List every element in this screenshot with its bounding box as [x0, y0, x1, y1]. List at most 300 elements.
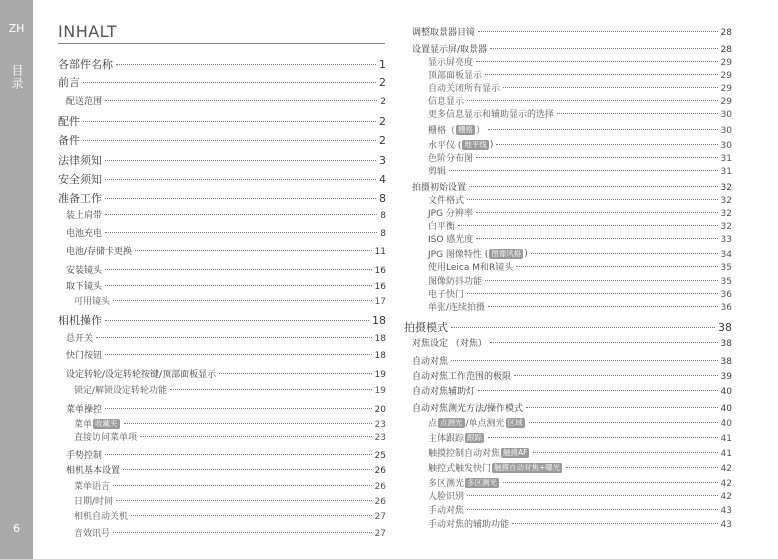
toc-page-number: 31 [720, 154, 732, 164]
dot-leader [458, 225, 718, 226]
toc-entry-text: 自动关闭所有显示 [428, 84, 501, 94]
toc-page-number: 16 [374, 282, 386, 292]
toc-page-number: 26 [374, 466, 386, 476]
dot-leader [105, 269, 372, 270]
toc-entry-text: 电子快门 [428, 290, 465, 300]
toc-page-number: 1 [379, 58, 386, 71]
toc-entry-title [404, 319, 448, 335]
toc-entry[interactable] [428, 138, 732, 151]
toc-entry[interactable] [58, 56, 386, 72]
menu-badge: 收藏夹 [95, 418, 118, 428]
toc-entry-title [428, 107, 554, 120]
toc-entry-text: 自动对焦测光方法/操作模式 [412, 404, 524, 414]
toc-entry-title [428, 446, 530, 459]
toc-entry-text: 准备工作 [58, 192, 102, 205]
toc-entry[interactable] [74, 294, 386, 307]
page-title: INHALT [58, 22, 118, 41]
dot-leader [451, 327, 715, 328]
dot-leader [478, 390, 718, 391]
toc-page-number: 2 [380, 97, 386, 107]
toc-entry-title [66, 263, 102, 276]
toc-entry-text: 直接访问菜单项 [74, 433, 138, 443]
toc-entry-title [428, 123, 485, 136]
toc-entry[interactable] [74, 479, 386, 492]
toc-entry-text: 锁定/解锁设定转轮功能 [74, 386, 168, 396]
toc-entry-title [74, 509, 128, 522]
toc-page-number: 42 [720, 492, 732, 502]
dot-leader [83, 140, 376, 141]
dot-leader [105, 320, 369, 321]
toc-entry-title [58, 113, 80, 129]
toc-entry-text: 前言 [58, 76, 80, 89]
toc-page-number: 29 [720, 58, 732, 68]
toc-page-number: 2 [379, 115, 386, 128]
toc-entry-text: 显示屏亮度 [428, 58, 474, 68]
dot-leader [131, 515, 372, 516]
toc-entry[interactable] [74, 509, 386, 522]
toc-entry[interactable] [412, 354, 732, 367]
toc-page-number: 11 [374, 247, 386, 257]
toc-entry[interactable] [66, 463, 386, 476]
toc-entry-text: 拍摄初始设置 [412, 183, 467, 193]
dot-leader [503, 87, 718, 88]
toc-page-number: 35 [720, 263, 732, 273]
toc-entry[interactable] [66, 367, 386, 380]
toc-page-number: 18 [372, 314, 386, 327]
dot-leader [113, 532, 372, 533]
dot-leader [124, 423, 372, 424]
toc-entry-title [58, 74, 80, 90]
dot-leader [105, 179, 376, 180]
toc-entry[interactable] [428, 489, 732, 502]
toc-entry[interactable] [412, 401, 732, 414]
toc-entry[interactable] [428, 274, 732, 287]
toc-entry-text: 白平衡 [428, 222, 456, 232]
dot-leader [557, 113, 718, 114]
toc-entry-text: 菜单语言 [74, 482, 111, 492]
toc-entry-text: 可用镜头 [74, 297, 111, 307]
toc-page-number: 35 [720, 277, 732, 287]
toc-page-number: 16 [374, 266, 386, 276]
toc-entry-text: 手动对焦的辅助功能 [428, 520, 510, 530]
toc-entry-title [412, 401, 523, 414]
toc-entry[interactable] [58, 132, 386, 148]
toc-entry[interactable] [58, 152, 386, 168]
toc-entry[interactable] [412, 180, 732, 193]
toc-page-number: 40 [720, 387, 732, 397]
toc-entry-title [428, 55, 473, 68]
toc-entry-text: 设定转轮/设定转轮按键/顶部面板显示 [66, 370, 217, 380]
toc-entry[interactable] [412, 336, 732, 349]
dot-leader [488, 306, 718, 307]
toc-entry-title [428, 517, 509, 530]
toc-entry-text: 色阶分布图 [428, 154, 474, 164]
dot-leader [516, 266, 717, 267]
dot-leader [105, 100, 377, 101]
toc-entry[interactable] [66, 244, 386, 257]
toc-entry-title [428, 232, 473, 245]
toc-entry[interactable] [428, 107, 732, 120]
toc-page-number: 23 [374, 420, 386, 430]
toc-entry[interactable] [66, 331, 386, 344]
dot-leader [123, 469, 372, 470]
toc-page-number: 32 [720, 196, 732, 206]
dot-leader [485, 280, 718, 281]
toc-entry[interactable] [404, 319, 732, 335]
toc-entry[interactable] [428, 503, 732, 516]
toc-entry[interactable] [428, 431, 732, 444]
toc-entry[interactable] [428, 260, 732, 273]
toc-entry-title [74, 479, 110, 492]
dot-leader [476, 61, 718, 62]
toc-entry[interactable] [74, 417, 386, 430]
toc-page-number: 18 [374, 351, 386, 361]
toc-entry[interactable] [66, 279, 386, 292]
toc-entry-text: 点 [428, 419, 438, 429]
toc-page-number: 8 [380, 229, 386, 239]
toc-entry-title [428, 489, 464, 502]
toc-entry-text: 电池充电 [66, 229, 103, 239]
dot-leader [566, 467, 717, 468]
toc-entry-text: 安全须知 [58, 173, 102, 186]
toc-page-number: 40 [720, 404, 732, 414]
toc-entry[interactable] [428, 247, 732, 260]
toc-entry-text: 相机基本设置 [66, 466, 121, 476]
toc-entry-text: 菜单操控 [66, 405, 103, 415]
toc-entry[interactable] [428, 151, 732, 164]
toc-entry-text: JPG 分辨率 [428, 209, 473, 219]
toc-entry-title [428, 274, 482, 287]
toc-entry-title [74, 430, 137, 443]
toc-entry[interactable] [428, 232, 732, 245]
dot-leader [219, 373, 371, 374]
dot-leader [476, 238, 717, 239]
dot-leader [105, 408, 372, 409]
dot-leader [451, 360, 718, 361]
dot-leader [485, 74, 718, 75]
toc-entry-text: 剪辑 [428, 167, 447, 177]
toc-entry-title [428, 461, 563, 474]
menu-badge: 多区测光 [467, 477, 498, 487]
toc-page-number: 42 [720, 479, 732, 489]
toc-entry-title [58, 132, 80, 148]
toc-page-number: 29 [720, 71, 732, 81]
toc-entry-text: ) [524, 248, 528, 259]
dot-leader [170, 389, 372, 390]
toc-entry[interactable] [428, 164, 732, 177]
dot-leader [116, 500, 372, 501]
toc-entry-title [428, 219, 455, 232]
toc-entry[interactable] [58, 171, 386, 187]
toc-page-number: 27 [374, 512, 386, 522]
toc-entry-title [428, 151, 473, 164]
toc-page-number: 29 [720, 97, 732, 107]
toc-entry-text: 触控式触发快门 [428, 464, 492, 474]
dot-leader [533, 452, 717, 453]
toc-entry-title [66, 208, 102, 221]
toc-entry-title [66, 94, 102, 107]
toc-page-number: 19 [374, 386, 386, 396]
dot-leader [512, 523, 718, 524]
toc-page-number: 38 [720, 357, 732, 367]
toc-page-number: 17 [374, 297, 386, 307]
toc-entry[interactable] [58, 74, 386, 90]
toc-entry[interactable] [428, 446, 732, 459]
dot-leader [105, 198, 376, 199]
title-divider [58, 43, 385, 44]
toc-entry-text: 手势控制 [66, 451, 103, 461]
toc-page-number: 18 [374, 334, 386, 344]
toc-entry-text: 拍摄模式 [404, 321, 448, 334]
toc-entry-text: 音效讯号 [74, 529, 111, 539]
toc-entry-title [74, 494, 113, 507]
dot-leader [476, 212, 718, 213]
toc-page-number: 28 [720, 28, 732, 38]
dot-leader [478, 31, 718, 32]
toc-entry-text: 手动对焦 [428, 506, 465, 516]
toc-page-number: 38 [718, 321, 732, 334]
dot-leader [490, 48, 718, 49]
toc-page-number: 32 [720, 209, 732, 219]
toc-entry-title [66, 463, 120, 476]
dot-leader [467, 293, 718, 294]
menu-badge: 触摸AF [503, 447, 528, 457]
toc-entry[interactable] [58, 113, 386, 129]
toc-entry-title [74, 383, 167, 396]
toc-page-number: 38 [720, 339, 732, 349]
toc-entry[interactable] [66, 226, 386, 239]
toc-page-number: 2 [379, 76, 386, 89]
toc-page-number: 40 [720, 419, 732, 429]
toc-entry-title [428, 68, 482, 81]
dot-leader [96, 337, 372, 338]
dot-leader [467, 199, 718, 200]
toc-entry[interactable] [412, 42, 732, 55]
toc-entry-title [428, 416, 526, 429]
toc-entry-title [428, 247, 528, 260]
toc-entry-title [412, 354, 448, 367]
toc-entry-text: 总开关 [66, 334, 94, 344]
toc-entry-title [58, 171, 102, 187]
toc-entry-text: 自动对焦 [412, 357, 449, 367]
dot-leader [488, 129, 718, 130]
toc-entry-title [428, 206, 473, 219]
toc-entry-title [66, 448, 102, 461]
toc-entry[interactable] [66, 263, 386, 276]
dot-leader [476, 157, 718, 158]
toc-entry[interactable] [58, 190, 386, 206]
toc-entry[interactable] [428, 476, 732, 489]
toc-entry-title [428, 260, 513, 273]
toc-entry-text: 各部件名称 [58, 58, 113, 71]
dot-leader [113, 485, 372, 486]
toc-entry[interactable] [428, 206, 732, 219]
toc-page-number: 29 [720, 84, 732, 94]
toc-entry-text: 安装镜头 [66, 266, 103, 276]
toc-page-number: 31 [720, 167, 732, 177]
toc-entry-text: JPG 图像特性 ( [428, 250, 489, 260]
toc-entry-text: 菜单 [74, 420, 93, 430]
toc-entry-text: 配件 [58, 115, 80, 128]
toc-page-number: 36 [720, 303, 732, 313]
toc-entry[interactable] [428, 68, 732, 81]
toc-entry-title [66, 331, 93, 344]
toc-entry[interactable] [412, 25, 732, 38]
language-label: ZH [8, 22, 25, 35]
menu-badge: 触摸自动对焦+曝光 [494, 462, 561, 472]
toc-page-number: 30 [720, 126, 732, 136]
dot-leader [105, 214, 377, 215]
toc-entry-text: 备件 [58, 134, 80, 147]
dot-leader [449, 170, 718, 171]
toc-entry-text: 快门按钮 [66, 351, 103, 361]
toc-entry[interactable] [428, 193, 732, 206]
toc-entry-title [412, 336, 487, 349]
dot-leader [467, 100, 718, 101]
toc-entry-title [428, 476, 500, 489]
toc-entry-title [428, 138, 493, 151]
toc-entry-title [58, 56, 113, 72]
toc-entry[interactable] [66, 208, 386, 221]
toc-entry-text: 多区测光 [428, 479, 465, 489]
toc-entry[interactable] [74, 494, 386, 507]
toc-entry[interactable] [428, 287, 732, 300]
toc-page-number: 33 [720, 235, 732, 245]
dot-leader [105, 160, 376, 161]
toc-entry-text: 使用Leica M和R镜头 [428, 263, 514, 273]
toc-page-number: 27 [374, 529, 386, 539]
toc-entry-text: 相机操作 [58, 314, 102, 327]
menu-badge: 图像风格 [491, 248, 522, 258]
page-number: 6 [13, 522, 20, 535]
toc-entry-title [428, 193, 464, 206]
toc-entry-text: 配送范围 [66, 97, 103, 107]
toc-entry[interactable] [428, 55, 732, 68]
toc-entry-text: ) [489, 139, 494, 150]
toc-entry-text: 装上肩带 [66, 211, 103, 221]
toc-entry[interactable] [74, 430, 386, 443]
toc-page-number: 32 [720, 222, 732, 232]
toc-entry[interactable] [66, 348, 386, 361]
toc-page-number: 4 [379, 173, 386, 186]
toc-entry-text: 文件格式 [428, 196, 465, 206]
toc-entry[interactable] [428, 461, 732, 474]
toc-page-number: 43 [720, 520, 732, 530]
toc-entry-title [66, 226, 102, 239]
dot-leader [105, 285, 372, 286]
toc-entry-title [428, 503, 464, 516]
dot-leader [488, 437, 718, 438]
toc-page-number: 26 [374, 482, 386, 492]
dot-leader [83, 121, 376, 122]
toc-entry-title [66, 244, 132, 257]
toc-page-number: 41 [720, 434, 732, 444]
toc-entry[interactable] [74, 383, 386, 396]
toc-page-number: 36 [720, 290, 732, 300]
toc-entry[interactable] [66, 448, 386, 461]
toc-entry-title [428, 81, 500, 94]
toc-entry[interactable] [412, 384, 732, 397]
menu-badge: 跟踪 [467, 432, 483, 442]
toc-page-number: 34 [720, 250, 732, 260]
dot-leader [467, 495, 718, 496]
toc-entry[interactable] [428, 81, 732, 94]
dot-leader [105, 232, 377, 233]
toc-page-number: 19 [374, 370, 386, 380]
toc-entry-text: 自动对焦辅助灯 [412, 387, 476, 397]
toc-entry-title [412, 180, 466, 193]
toc-entry-title [412, 42, 487, 55]
toc-entry[interactable] [66, 402, 386, 415]
dot-leader [503, 482, 718, 483]
dot-leader [531, 253, 718, 254]
toc-entry-text: /单点测光 [465, 419, 505, 429]
toc-page-number: 26 [374, 497, 386, 507]
toc-entry-title [66, 348, 102, 361]
dot-leader [105, 454, 372, 455]
toc-entry-title [58, 190, 102, 206]
menu-badge: 区域 [507, 417, 523, 427]
toc-entry[interactable] [66, 94, 386, 107]
toc-entry[interactable] [428, 94, 732, 107]
toc-entry[interactable] [428, 219, 732, 232]
toc-entry[interactable] [428, 517, 732, 530]
toc-entry[interactable] [428, 300, 732, 313]
toc-entry-title [66, 402, 102, 415]
toc-entry-text: 水平仪 ( [428, 141, 462, 151]
toc-entry-text: 法律须知 [58, 154, 102, 167]
toc-entry[interactable] [412, 369, 732, 382]
toc-entry-text: 对焦设定 （对焦） [412, 339, 487, 349]
toc-entry-title [428, 300, 485, 313]
menu-badge: 点测光 [440, 417, 463, 427]
toc-entry-text: 更多信息显示和辅助显示的选择 [428, 110, 555, 120]
toc-entry-text: 单张/连续拍摄 [428, 303, 486, 313]
toc-entry[interactable] [74, 526, 386, 539]
toc-page-number: 42 [720, 464, 732, 474]
dot-leader [529, 422, 718, 423]
menu-badge: 栅格 [458, 124, 474, 134]
toc-entry-text: 主体跟踪 [428, 434, 465, 444]
toc-entry-text: 调整取景器目镜 [412, 28, 476, 38]
toc-entry-text: 日期/时间 [74, 497, 114, 507]
toc-page-number: 43 [720, 506, 732, 516]
toc-page-number: 3 [379, 154, 386, 167]
section-label: 目录 [10, 64, 24, 90]
toc-entry-title [412, 369, 511, 382]
toc-entry[interactable] [428, 416, 732, 429]
toc-page-number: 25 [374, 451, 386, 461]
toc-entry-title [74, 526, 110, 539]
dot-leader [467, 509, 718, 510]
toc-entry-title [412, 384, 475, 397]
toc-entry-text: 触摸控制自动对焦 [428, 449, 501, 459]
toc-entry-text: 人脸识别 [428, 492, 465, 502]
toc-entry-title [74, 417, 121, 430]
toc-entry[interactable] [58, 312, 386, 328]
toc-page-number: 23 [374, 433, 386, 443]
toc-entry-title [428, 164, 446, 177]
toc-page-number: 8 [380, 211, 386, 221]
toc-entry[interactable] [428, 123, 732, 136]
dot-leader [140, 436, 372, 437]
toc-entry-text: 顶部面板显示 [428, 71, 483, 81]
toc-entry-title [428, 431, 485, 444]
toc-entry-title [428, 287, 464, 300]
toc-entry-title [428, 94, 464, 107]
toc-page-number: 20 [374, 405, 386, 415]
toc-entry-text: ISO 感光度 [428, 235, 474, 245]
